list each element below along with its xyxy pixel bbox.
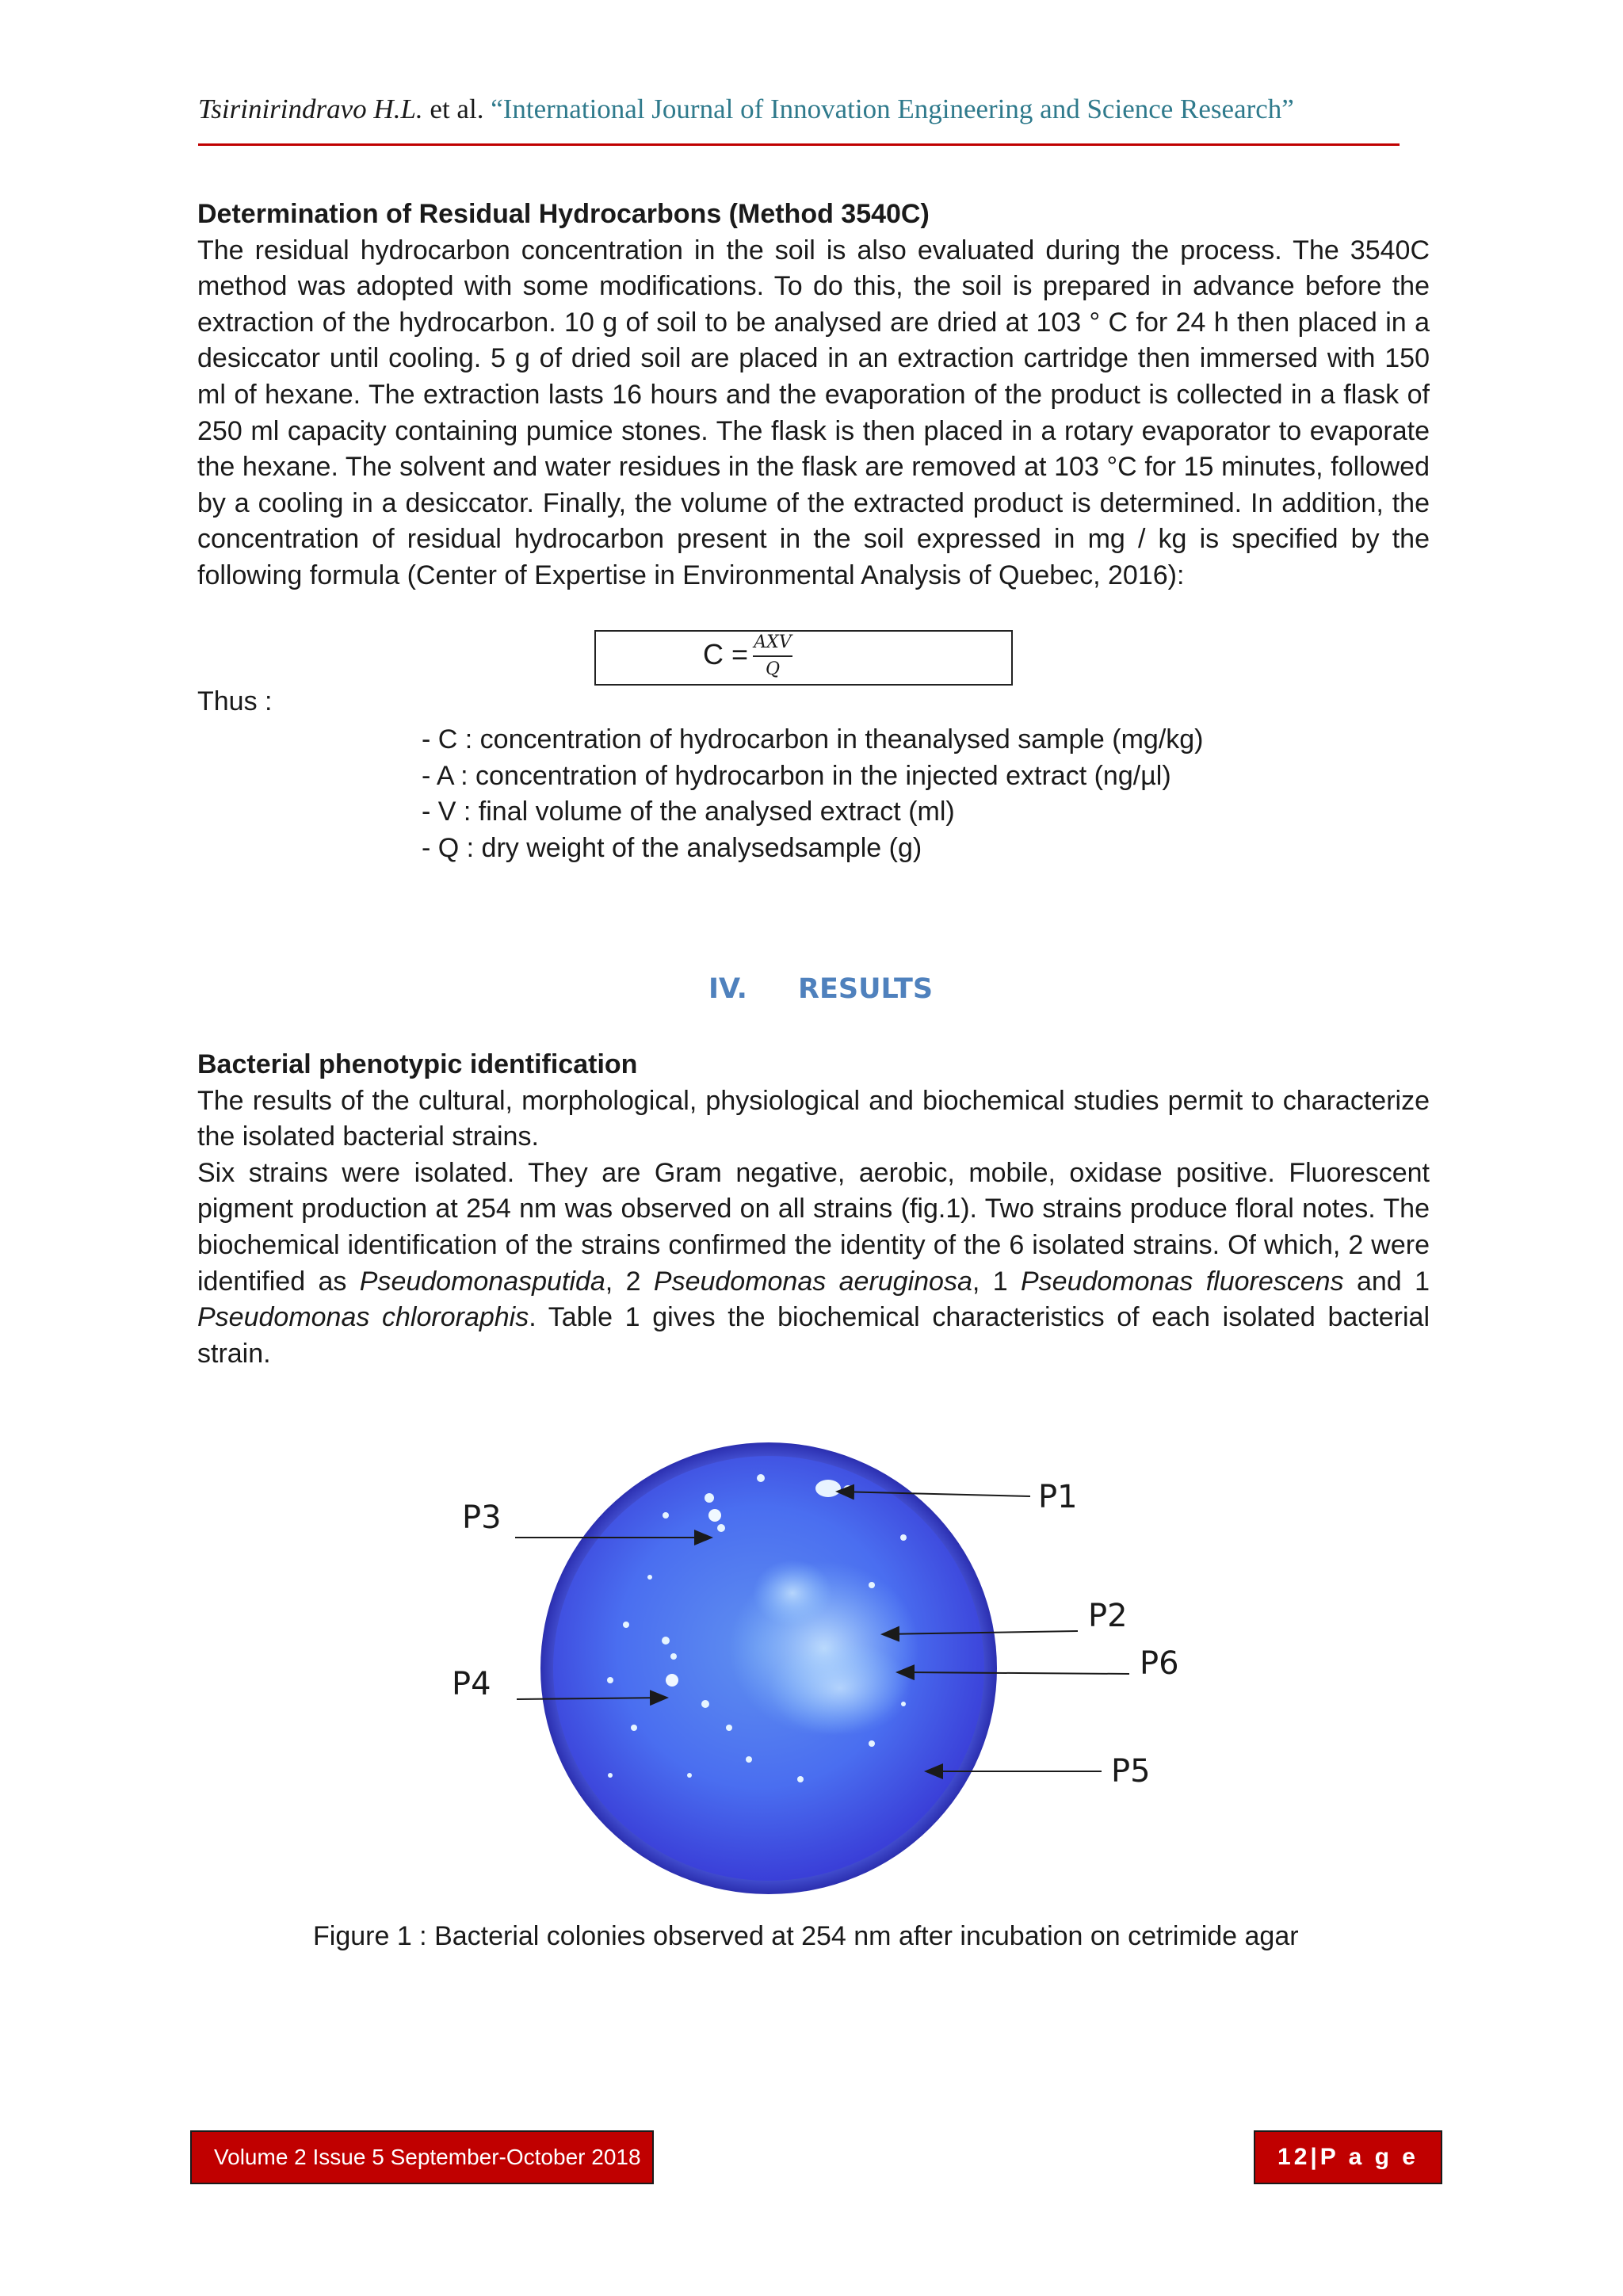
label-p6: P6 <box>1140 1645 1179 1682</box>
header-author: Tsirinirindravo H.L. <box>198 94 423 124</box>
legend-item: - V : final volume of the analysed extract (ml) <box>422 797 955 827</box>
petri-dish-figure <box>428 1442 1205 1902</box>
results-subheading: Bacterial phenotypic identification <box>197 1049 638 1079</box>
formula-box <box>594 630 1013 686</box>
results-paragraph-1: The results of the cultural, morphological, physiological and biochemical studies permit to characterize the isolated bacterial strains. <box>197 1085 1430 1152</box>
colony-dot <box>666 1674 678 1687</box>
legend-item: - Q : dry weight of the analysedsample (g) <box>422 832 922 863</box>
species-name: Pseudomonas aeruginosa <box>653 1266 972 1297</box>
formula-lhs: C = <box>703 638 749 670</box>
fraction-bar <box>753 655 792 657</box>
formula-legend <box>422 722 1204 866</box>
running-header <box>198 94 1403 125</box>
legend-item: - A : concentration of hydrocarbon in the injected extract (ng/µl) <box>422 760 1171 791</box>
para-text: . Table 1 gives the biochemical characteristics of each isolated bacterial strain. <box>197 1302 1430 1369</box>
method-heading: Determination of Residual Hydrocarbons (Method 3540C) <box>197 199 930 229</box>
header-etal: et al. <box>422 94 491 124</box>
para-text: Six strains were isolated. They are Gram negative, aerobic, mobile, oxidase positive. Fluorescent pigment production at 254 nm was observed on all strains (fig.1). Two strains produce floral notes. The biochemical identification of the strains confirmed the identity of the 6 isolated strains. Of which, 2 were identified as <box>197 1157 1430 1297</box>
results-paragraph-2 <box>197 1156 1430 1373</box>
footer-issue: Volume 2 Issue 5 September-October 2018 <box>190 2130 654 2184</box>
species-name: Pseudomonas fluorescens <box>1020 1266 1344 1297</box>
colony-dot <box>815 1480 841 1497</box>
section-title <box>708 973 933 1005</box>
header-journal: “International Journal of Innovation Engineering and Science Research” <box>491 94 1294 124</box>
formula-fraction <box>753 632 792 681</box>
formula-numerator: AXV <box>754 632 792 652</box>
method-paragraph: The residual hydrocarbon concentration in the soil is also evaluated during the process. The 3540C method was adopted with some modifications. To do this, the soil is prepared in advance before the extraction of the hydrocarbon. 10 g of soil to be analysed are dried at 103 ° C for 24 h then placed in a desiccator until cooling. 5 g of dried soil are placed in an extraction cartridge then immersed with 150 ml of hexane. The extraction lasts 16 hours and the evaporation of the product is collected in a flask of 250 ml capacity containing pumice stones. The flask is then placed in a rotary evaporator to evaporate the hexane. The solvent and water residues in the flask are removed at 103 °C for 15 minutes, followed by a cooling in a desiccator. Finally, the volume of the extracted product is determined. In addition, the concentration of residual hydrocarbon present in the soil expressed in mg / kg is specified by the following formula (Center of Expertise in Environmental Analysis of Quebec, 2016): <box>197 235 1430 590</box>
section-number: IV. <box>708 973 747 1005</box>
page-number: 12 <box>1277 2144 1311 2170</box>
label-p2: P2 <box>1088 1598 1128 1634</box>
colony-cluster <box>753 1560 832 1626</box>
formula-denominator: Q <box>765 659 781 679</box>
results-section <box>197 1047 1430 1372</box>
method-section <box>197 197 1430 594</box>
colony-dot <box>708 1509 721 1522</box>
para-text: and 1 <box>1343 1266 1430 1297</box>
para-text: , 1 <box>972 1266 1021 1297</box>
header-rule <box>198 143 1400 146</box>
footer-page <box>1254 2130 1442 2184</box>
label-p1: P1 <box>1038 1479 1078 1515</box>
para-text: , 2 <box>605 1266 654 1297</box>
label-p3: P3 <box>462 1499 502 1536</box>
figure-caption: Figure 1 : Bacterial colonies observed at 254 nm after incubation on cetrimide agar <box>313 1921 1299 1951</box>
species-name: Pseudomonasputida <box>359 1266 605 1297</box>
section-name: RESULTS <box>798 973 934 1005</box>
legend-item: - C : concentration of hydrocarbon in theanalysed sample (mg/kg) <box>422 724 1204 755</box>
colony-cluster <box>769 1641 911 1736</box>
label-p4: P4 <box>452 1666 491 1702</box>
thus-label: Thus : <box>197 686 273 716</box>
page-label: |P a g e <box>1310 2144 1419 2170</box>
label-p5: P5 <box>1111 1753 1151 1790</box>
species-name: Pseudomonas chlororaphis <box>197 1302 529 1333</box>
